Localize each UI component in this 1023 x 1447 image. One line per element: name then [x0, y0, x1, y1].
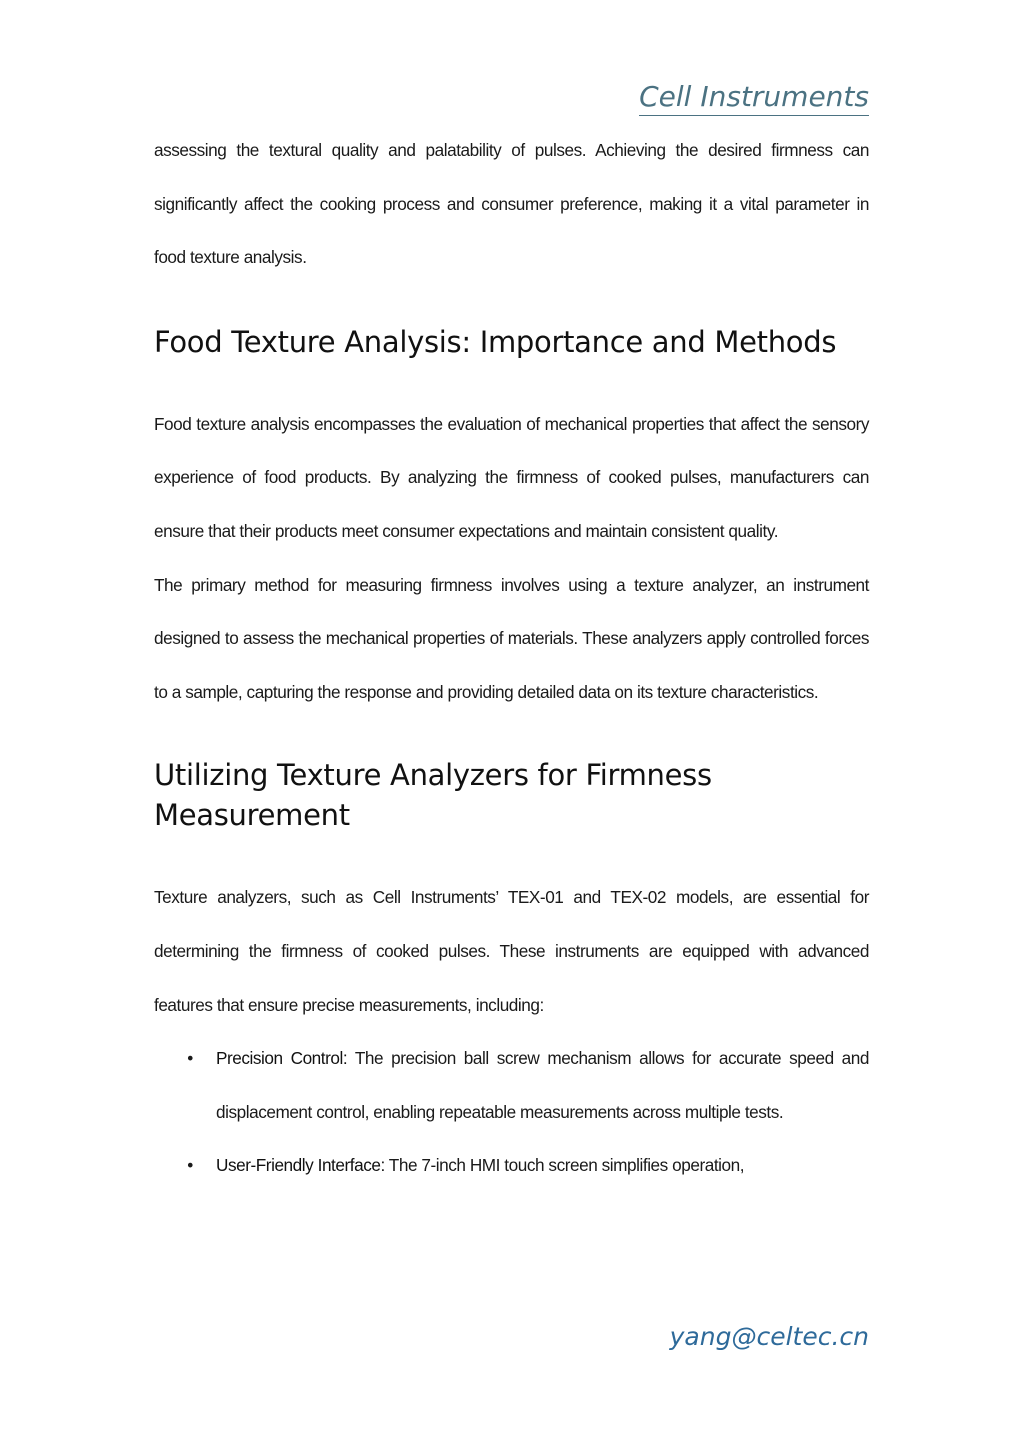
section1-paragraph-1: Food texture analysis encompasses the evaluation of mechanical properties that affect the sensory experience of food products. By analyzing the firmness of cooked pulses, manufacturers can ensure that their products meet consumer expectations and maintain consistent quality. — [154, 413, 869, 541]
section-heading-food-texture-analysis: Food Texture Analysis: Importance and Methods — [154, 324, 837, 359]
bullet-icon: • — [187, 1048, 193, 1069]
section-heading-utilizing-texture-analyzers: Utilizing Texture Analyzers for Firmness Measurement — [154, 758, 712, 833]
intro-paragraph: assessing the textural quality and palatability of pulses. Achieving the desired firmness can significantly affect the cooking process and consumer preference, making it a vital parameter in food texture analysis. — [154, 140, 869, 268]
footer-email: yang@celtec.cn — [669, 1322, 869, 1351]
header-brand: Cell Instruments — [639, 80, 869, 116]
feature-list — [154, 1032, 869, 1193]
list-item — [154, 1032, 869, 1139]
list-item — [154, 1139, 869, 1193]
feature-term: Precision Control: — [216, 1048, 348, 1069]
section2-paragraph: Texture analyzers, such as Cell Instruments’ TEX-01 and TEX-02 models, are essential for determining the firmness of cooked pulses. These instruments are equipped with advanced features that ensure precise measurements, including: — [154, 887, 869, 1015]
bullet-icon: • — [187, 1155, 193, 1176]
feature-text: The 7-inch HMI touch screen simplifies operation, — [384, 1155, 745, 1176]
feature-text: The precision ball screw mechanism allows for accurate speed and displacement control, enabling repeatable measurements across multiple tests. — [216, 1048, 870, 1122]
document-body — [154, 124, 869, 1193]
feature-term: User-Friendly Interface: — [216, 1155, 385, 1176]
section1-paragraph-2: The primary method for measuring firmness involves using a texture analyzer, an instrument designed to assess the mechanical properties of materials. These analyzers apply controlled forces to a sample, capturing the response and providing detailed data on its texture characteristics. — [154, 574, 869, 702]
